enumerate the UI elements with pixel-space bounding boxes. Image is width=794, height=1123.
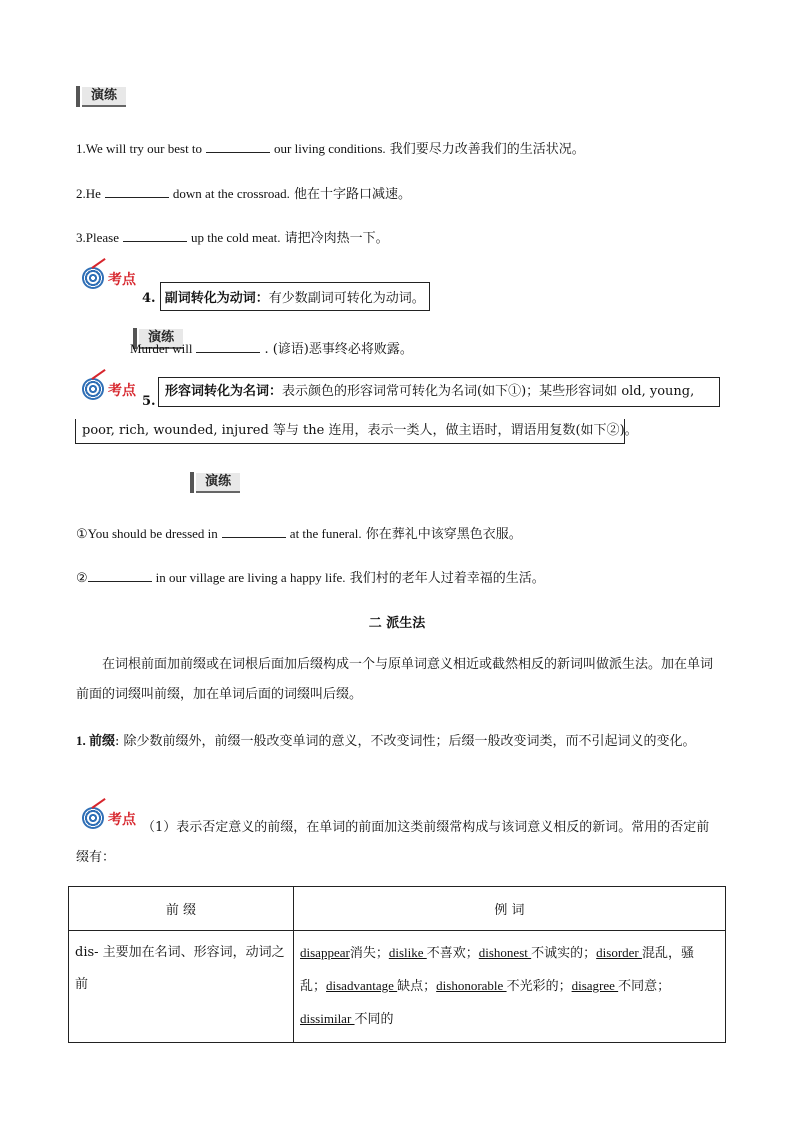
example-meaning: 不诚实的； <box>531 946 597 961</box>
answer-blank[interactable] <box>196 340 260 353</box>
point-5-box-line2 <box>75 419 638 444</box>
example-word: dishonorable <box>436 978 507 993</box>
point-5-line2: poor, rich, wounded, injured 等与 the 连用，表示一类人，做主语时，谓语用复数(如下 <box>82 423 607 438</box>
answer-blank[interactable] <box>105 185 169 198</box>
point-4-box <box>160 282 430 311</box>
exercise-2-text: 2.He <box>76 186 101 201</box>
circle-1: ① <box>508 384 522 399</box>
answer-blank[interactable] <box>222 525 286 538</box>
point-4 <box>142 282 430 311</box>
point-4-text: 有少数副词可转化为动词。 <box>268 291 425 306</box>
exercise-6-text: in our village are living a happy life. <box>155 570 346 585</box>
example-word: disagree <box>571 978 619 993</box>
exercise-2 <box>76 183 411 202</box>
exercise-3 <box>76 227 389 246</box>
example-meaning: 混乱，骚乱； <box>300 946 695 994</box>
example-meaning: 不喜欢； <box>426 946 479 961</box>
practice-tag <box>76 86 128 107</box>
answer-blank[interactable] <box>206 140 270 153</box>
practice-tag <box>190 472 242 493</box>
kaodian-label: 考点 <box>108 383 136 399</box>
exercise-2-translation: 他在十字路口减速。 <box>294 187 412 202</box>
point-4-number: 4. <box>142 291 156 306</box>
kaodian-tag <box>80 376 150 406</box>
exercise-6-translation: 我们村的老年人过着幸福的生活。 <box>349 571 545 586</box>
practice-tag-bar <box>190 472 194 493</box>
example-word: dislike <box>388 945 427 960</box>
example-word: disorder <box>596 945 643 960</box>
exercise-1 <box>76 138 585 157</box>
exercise-3-text-after: up the cold meat. <box>190 230 281 245</box>
table-cell-prefix: dis- 主要加在名词、形容词，动词之前 <box>69 931 294 1043</box>
practice-tag-label: 演练 <box>196 473 240 493</box>
kaodian-tag <box>80 265 150 295</box>
example-word: disappear <box>300 945 350 960</box>
point-5-line2-end: )。 <box>619 423 638 438</box>
example-word: disadvantage <box>326 978 398 993</box>
example-word: dissimilar <box>300 1011 355 1026</box>
prefix-paragraph <box>76 726 722 757</box>
exercise-5-marker: ① <box>76 527 88 542</box>
exercise-6-marker: ② <box>76 571 88 586</box>
point-5-title: 形容词转化为名词： <box>165 384 283 399</box>
exercise-5-text: You should be dressed in <box>87 526 218 541</box>
kaodian-label: 考点 <box>108 812 136 828</box>
prefix-text: : 除少数前缀外，前缀一般改变单词的意义，不改变词性；后缀一般改变词类，而不引起词义的变化。 <box>115 734 696 749</box>
exercise-4-translation: . (谚语)恶事终必将败露。 <box>264 342 413 357</box>
circle-2: ② <box>606 423 620 438</box>
prefix-heading: 1. 前缀 <box>76 733 116 748</box>
table-row <box>69 931 726 1043</box>
exercise-5 <box>76 523 522 542</box>
exercise-1-text: 1.We will try our best to <box>76 141 203 156</box>
exercise-4 <box>130 338 413 357</box>
target-icon <box>82 267 104 289</box>
target-icon <box>82 378 104 400</box>
table-cell-examples <box>294 931 726 1043</box>
point-5-text2: )；某些形容词如 old, young, <box>521 384 695 399</box>
exercise-5-text-after: at the funeral. <box>289 526 362 541</box>
point-4-title: 副词转化为动词： <box>164 291 269 306</box>
point-5-number: 5. <box>142 394 156 409</box>
example-meaning: 不光彩的； <box>506 979 572 994</box>
point-5-text1: 表示颜色的形容词常可转化为名词(如下 <box>282 384 509 399</box>
example-meaning: 不同的 <box>354 1012 394 1027</box>
exercise-2-text-after: down at the crossroad. <box>172 186 290 201</box>
example-word: dishonest <box>478 945 532 960</box>
arrow-icon <box>91 369 105 380</box>
exercise-3-text: 3.Please <box>76 230 119 245</box>
answer-blank[interactable] <box>88 569 152 582</box>
point-5-num <box>142 394 156 409</box>
practice-tag-bar <box>76 86 80 107</box>
exercise-3-translation: 请把冷肉热一下。 <box>284 231 389 246</box>
example-meaning: 消失； <box>349 946 389 961</box>
table-header-row <box>69 887 726 931</box>
prefix-table <box>68 886 726 1043</box>
arrow-icon <box>91 258 105 269</box>
exercise-1-translation: 我们要尽力改善我们的生活状况。 <box>389 142 585 157</box>
kaodian-label: 考点 <box>108 272 136 288</box>
point-5-box-line1 <box>158 377 720 407</box>
section-title: 二 派生法 <box>368 616 426 631</box>
negative-prefix-paragraph: （1）表示否定意义的前缀，在单词的前面加这类前缀常构成与该词意义相反的新词。常用的否定前缀有： <box>76 820 710 865</box>
table-header: 例 词 <box>294 887 726 931</box>
answer-blank[interactable] <box>123 229 187 242</box>
exercise-5-translation: 你在葬礼中该穿黑色衣服。 <box>365 527 522 542</box>
table-header: 前 缀 <box>69 887 294 931</box>
arrow-icon <box>91 798 105 809</box>
example-meaning: 不同意； <box>618 979 671 994</box>
intro-paragraph: 在词根前面加前缀或在词根后面加后缀构成一个与原单词意义相近或截然相反的新词叫做派生法。加在单词前面的词缀叫前缀，加在单词后面的词缀叫后缀。 <box>76 657 714 702</box>
practice-tag-label: 演练 <box>139 329 183 349</box>
exercise-6 <box>76 567 545 586</box>
exercise-1-text-after: our living conditions. <box>274 141 386 156</box>
example-meaning: 缺点； <box>397 979 437 994</box>
practice-tag-label: 演练 <box>82 87 126 107</box>
exercise-4-text: Murder will <box>130 341 193 356</box>
